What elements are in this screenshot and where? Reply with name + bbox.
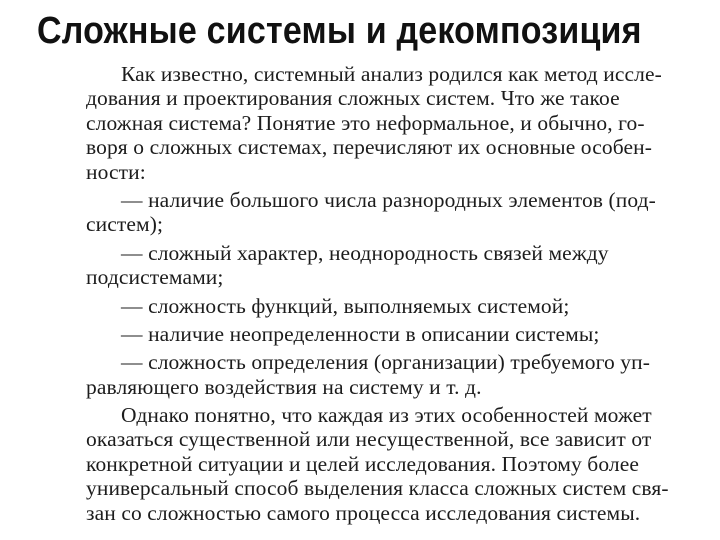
text-line: подсистемами; — [86, 265, 224, 290]
text-line: воря о сложных системах, перечисляют их основные особен- — [86, 135, 652, 160]
text-line: универсальный способ выделения класса сложных систем свя- — [86, 476, 669, 501]
text-line: конкретной ситуации и целей исследования. Поэтому более — [86, 451, 640, 476]
list-item: — сложность функций, выполняемых системой; — [121, 293, 570, 318]
text-line: Однако понятно, что каждая из этих особенностей может — [121, 403, 652, 428]
text-line: дования и проектирования сложных систем. Что же такое — [86, 86, 620, 111]
list-item: — наличие неопределенности в описании системы; — [121, 321, 600, 346]
text-line: оказаться существенной или несущественной, все зависит от — [86, 427, 652, 452]
list-item: — сложный характер, неоднородность связей между — [121, 240, 609, 265]
list-item: — сложность определения (организации) требуемого уп- — [121, 350, 650, 375]
text-line: сложная система? Понятие это неформальное, и обычно, го- — [86, 110, 645, 135]
text-line: Как известно, системный анализ родился как метод иссле- — [121, 62, 662, 86]
list-item: — наличие большого числа разнородных элементов (под- — [121, 187, 656, 212]
page-title: Сложные системы и декомпозиция — [37, 9, 642, 52]
body-text — [86, 62, 686, 525]
text-line: систем); — [86, 212, 164, 237]
text-line: ности: — [86, 159, 146, 184]
text-line: зан со сложностью самого процесса исследования системы. — [86, 500, 641, 525]
text-line: равляющего воздействия на систему и т. д. — [86, 374, 482, 399]
